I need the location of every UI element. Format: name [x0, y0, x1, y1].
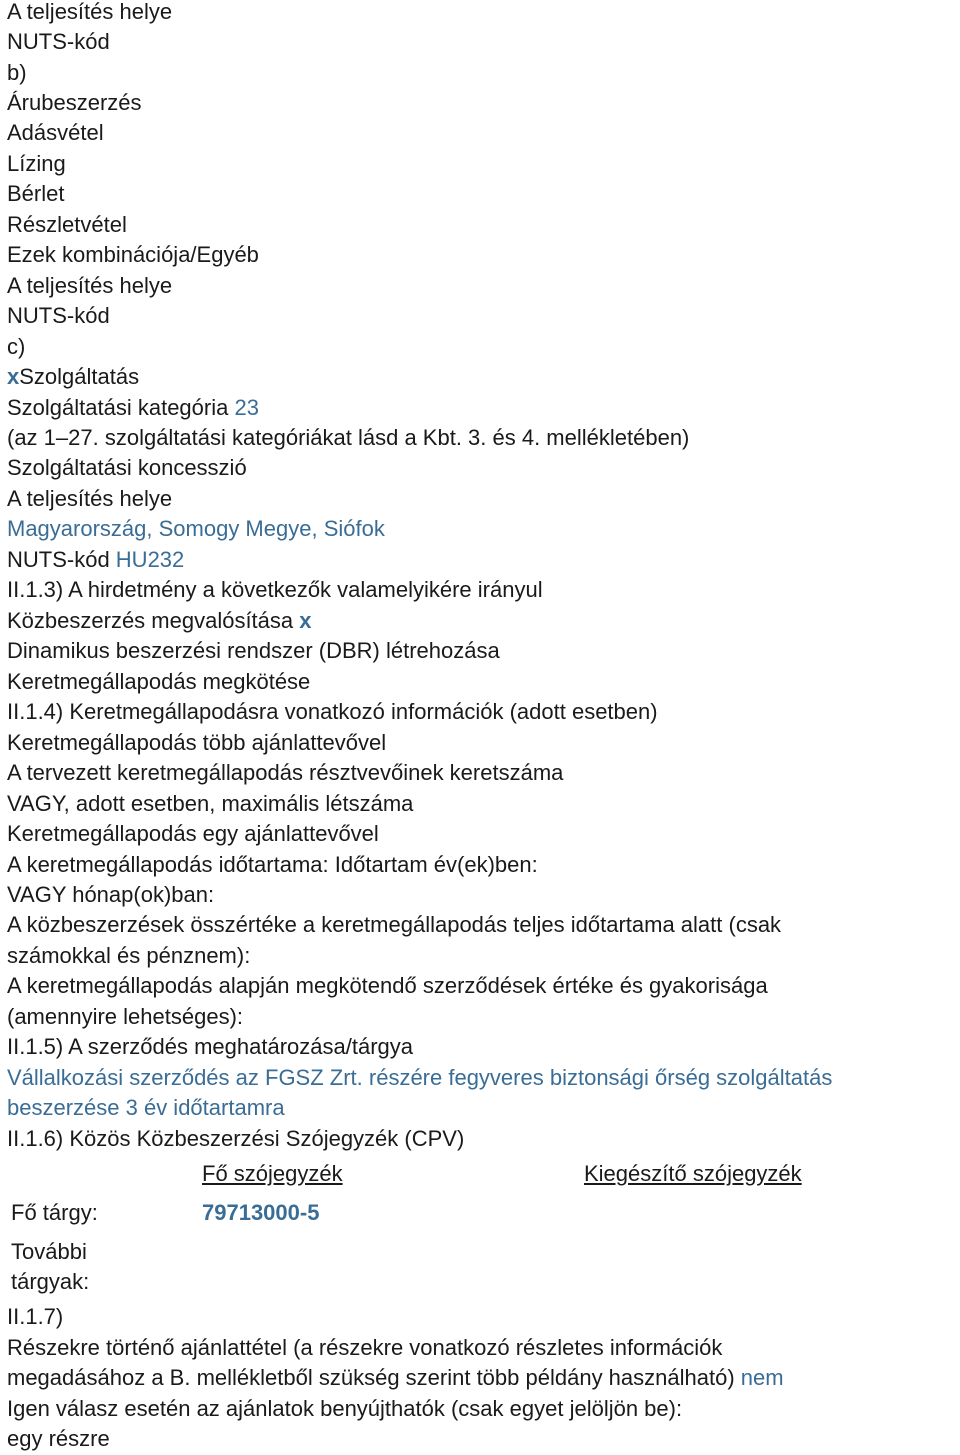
- doc-line: VAGY, adott esetben, maximális létszáma: [7, 791, 414, 816]
- cpv-more-subjects-label: tárgyak:: [11, 1269, 90, 1294]
- procurement-label: Közbeszerzés megvalósítása: [7, 608, 300, 633]
- doc-line: Adásvétel: [7, 120, 104, 145]
- doc-line: Szolgáltatási koncesszió: [7, 455, 247, 480]
- doc-line: (az 1–27. szolgáltatási kategóriákat lásd a Kbt. 3. és 4. mellékletében): [7, 425, 690, 450]
- contract-subject-value: beszerzése 3 év időtartamra: [7, 1095, 285, 1120]
- section-heading: II.1.6) Közös Közbeszerzési Szójegyzék (CPV): [7, 1126, 465, 1151]
- section-heading: II.1.4) Keretmegállapodásra vonatkozó információk (adott esetben): [7, 699, 658, 724]
- lots-value: nem: [740, 1365, 784, 1390]
- doc-line: Bérlet: [7, 181, 65, 206]
- cpv-main-subject-label: Fő tárgy:: [11, 1200, 98, 1225]
- doc-line: A közbeszerzések összértéke a keretmegállapodás teljes időtartama alatt (csak: [7, 912, 782, 937]
- doc-line: A teljesítés helye: [7, 0, 173, 24]
- doc-line: Ezek kombinációja/Egyéb: [7, 242, 259, 267]
- place-of-performance-value: Magyarország, Somogy Megye, Siófok: [7, 516, 385, 541]
- section-heading: II.1.5) A szerződés meghatározása/tárgya: [7, 1034, 414, 1059]
- doc-line: Részekre történő ajánlattétel (a részekre vonatkozó részletes információk: [7, 1335, 723, 1360]
- section-heading: II.1.7): [7, 1304, 64, 1329]
- doc-line: NUTS-kód: [7, 29, 110, 54]
- doc-line: egy részre: [7, 1426, 110, 1451]
- contract-subject-value: Vállalkozási szerződés az FGSZ Zrt. részére fegyveres biztonsági őrség szolgáltatás: [7, 1065, 833, 1090]
- nuts-label: NUTS-kód: [7, 547, 116, 572]
- doc-line: [7, 365, 139, 389]
- doc-line: [7, 548, 184, 572]
- nuts-value: HU232: [115, 547, 185, 572]
- doc-line: A teljesítés helye: [7, 486, 173, 511]
- doc-line: b): [7, 60, 27, 85]
- doc-line: NUTS-kód: [7, 303, 110, 328]
- cpv-main-subject-value: 79713000-5: [202, 1200, 320, 1225]
- selected-mark: x: [299, 608, 312, 633]
- doc-line: (amennyire lehetséges):: [7, 1004, 244, 1029]
- doc-line: Keretmegállapodás egy ajánlattevővel: [7, 821, 379, 846]
- doc-line: A keretmegállapodás időtartama: Időtartam év(ek)ben:: [7, 852, 538, 877]
- selected-mark: x: [7, 364, 20, 389]
- lots-label: megadásához a B. mellékletből szükség szerint több példány használható): [7, 1365, 741, 1390]
- doc-line: [7, 609, 312, 633]
- doc-line: Árubeszerzés: [7, 90, 142, 115]
- section-heading: II.1.3) A hirdetmény a következők valamelyikére irányul: [7, 577, 543, 602]
- doc-line: Keretmegállapodás több ajánlattevővel: [7, 730, 387, 755]
- service-category-label: Szolgáltatási kategória: [7, 395, 235, 420]
- doc-line: A keretmegállapodás alapján megkötendő szerződések értéke és gyakorisága: [7, 973, 768, 998]
- service-label: Szolgáltatás: [19, 364, 140, 389]
- service-category-value: 23: [234, 395, 259, 420]
- cpv-col-supp-header: Kiegészítő szójegyzék: [584, 1161, 802, 1186]
- doc-line: Keretmegállapodás megkötése: [7, 669, 311, 694]
- doc-line: [7, 1366, 784, 1390]
- doc-line: A tervezett keretmegállapodás résztvevőinek keretszáma: [7, 760, 564, 785]
- doc-line: VAGY hónap(ok)ban:: [7, 882, 215, 907]
- doc-line: Dinamikus beszerzési rendszer (DBR) létrehozása: [7, 638, 500, 663]
- doc-line: Részletvétel: [7, 212, 127, 237]
- cpv-more-subjects-label: További: [11, 1239, 87, 1264]
- doc-line: Igen válasz esetén az ajánlatok benyújthatók (csak egyet jelöljön be):: [7, 1396, 683, 1421]
- cpv-col-main-header: Fő szójegyzék: [202, 1161, 343, 1186]
- doc-line: számokkal és pénznem):: [7, 943, 251, 968]
- doc-line: c): [7, 334, 26, 359]
- doc-line: [7, 396, 259, 420]
- doc-line: Lízing: [7, 151, 66, 176]
- doc-line: A teljesítés helye: [7, 273, 173, 298]
